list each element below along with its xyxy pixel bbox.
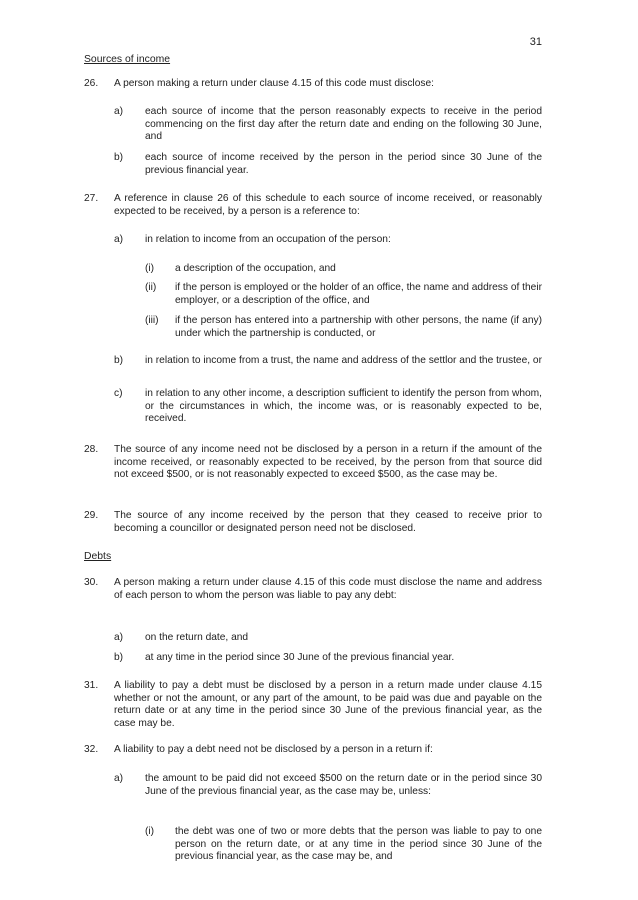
subitem-label: (i) [145, 826, 155, 837]
item-label: a) [114, 773, 124, 784]
clause-32-item-a [114, 773, 542, 798]
clause-27-subitem-iii [145, 315, 542, 340]
item-text: in relation to income from a trust, the name and address of the settlor and the trustee, or [145, 355, 542, 366]
clause-number: 28. [84, 444, 99, 455]
clause-number: 30. [84, 577, 99, 588]
clause-27-subitem-ii [145, 282, 542, 307]
subitem-text: if the person is employed or the holder of an office, the name and address of their employer, or a description of the office, and [175, 282, 542, 306]
clause-number: 29. [84, 510, 99, 521]
item-label: b) [114, 355, 124, 366]
item-label: a) [114, 234, 124, 245]
subitem-text: a description of the occupation, and [175, 263, 336, 274]
item-text: at any time in the period since 30 June of the previous financial year. [145, 652, 455, 663]
item-label: a) [114, 632, 124, 643]
clause-text: The source of any income received by the person that they ceased to receive prior to becoming a councillor or designated person need not be disclosed. [114, 510, 542, 534]
clause-text: A person making a return under clause 4.15 of this code must disclose: [114, 78, 434, 89]
clause-27 [84, 193, 542, 218]
clause-27-item-c [114, 388, 542, 426]
page-number: 31 [529, 36, 542, 48]
clause-number: 27. [84, 193, 99, 204]
clause-number: 32. [84, 744, 99, 755]
clause-27-subitem-i [145, 263, 542, 276]
section-heading-debts: Debts [84, 551, 112, 562]
clause-text: A reference in clause 26 of this schedule to each source of income received, or reasonably expected to be received, by a person is a reference to: [114, 193, 542, 217]
clause-30 [84, 577, 542, 602]
clause-28 [84, 444, 542, 482]
clause-31 [84, 680, 542, 730]
clause-text: A person making a return under clause 4.15 of this code must disclose the name and address of each person to whom the person was liable to pay any debt: [114, 577, 542, 601]
clause-number: 31. [84, 680, 99, 691]
item-text: each source of income received by the person in the period since 30 June of the previous financial year. [145, 152, 542, 176]
clause-26-item-b [114, 152, 542, 177]
clause-27-item-b [114, 355, 542, 368]
item-label: a) [114, 106, 124, 117]
item-label: b) [114, 652, 124, 663]
clause-text: A liability to pay a debt must be disclosed by a person in a return made under clause 4.15 whether or not the amount, or any part of the amount, to be paid was due and payable on the return date or at any time in the period since 30 June of the previous financial year, as the case may be. [114, 680, 542, 729]
subitem-label: (iii) [145, 315, 159, 326]
item-text: in relation to income from an occupation of the person: [145, 234, 391, 245]
item-text: each source of income that the person reasonably expects to receive in the period commencing on the first day after the return date and ending on the following 30 June, and [145, 106, 542, 143]
clause-29 [84, 510, 542, 535]
subitem-label: (ii) [145, 282, 157, 293]
clause-32 [84, 744, 542, 757]
clause-30-item-a [114, 632, 542, 645]
clause-27-item-a [114, 234, 542, 247]
item-label: b) [114, 152, 124, 163]
subitem-text: the debt was one of two or more debts that the person was liable to pay to one person on the return date, or at any time in the period since 30 June of the previous financial year, as the case may be, and [175, 826, 542, 863]
clause-text: The source of any income need not be disclosed by a person in a return if the amount of the income received, or reasonably expected to be received, by the person from that source did not exceed $500, or is not reasonably expected to exceed $500, as the case may be. [114, 444, 542, 481]
item-text: on the return date, and [145, 632, 249, 643]
clause-number: 26. [84, 78, 99, 89]
section-heading-sources-of-income: Sources of income [84, 54, 171, 65]
clause-32-subitem-i [145, 826, 542, 864]
clause-30-item-b [114, 652, 542, 665]
clause-26-item-a [114, 106, 542, 144]
item-label: c) [114, 388, 123, 399]
subitem-label: (i) [145, 263, 155, 274]
subitem-text: if the person has entered into a partnership with other persons, the name (if any) under which the partnership is conducted, or [175, 315, 542, 339]
clause-26 [84, 78, 542, 91]
item-text: in relation to any other income, a description sufficient to identify the person from whom, or the circumstances in which, the income was, or is reasonably expected to be, received. [145, 388, 542, 425]
clause-text: A liability to pay a debt need not be disclosed by a person in a return if: [114, 744, 433, 755]
item-text: the amount to be paid did not exceed $500 on the return date or in the period since 30 June of the previous financial year, as the case may be, unless: [145, 773, 542, 797]
